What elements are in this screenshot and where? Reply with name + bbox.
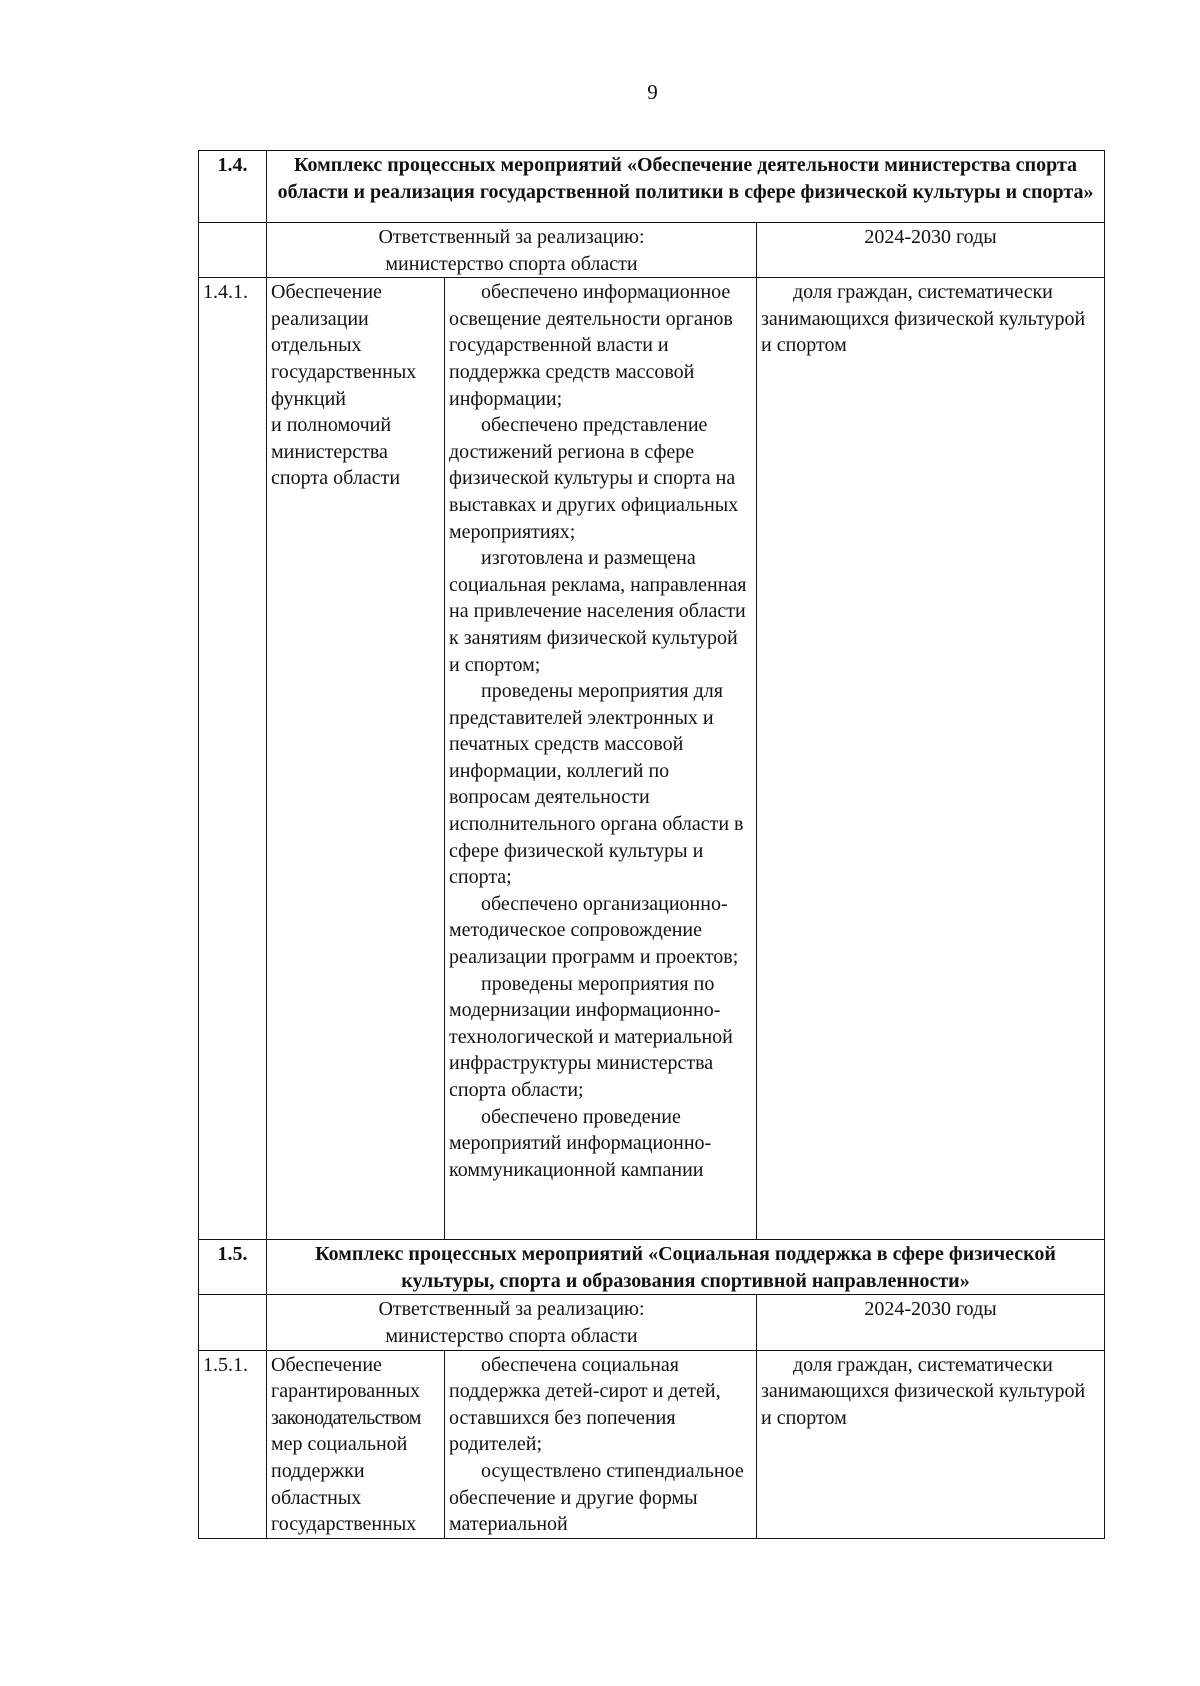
- result-item: обеспечено информационное освещение деятельности органов государственной власти и поддержка средств массовой информации;: [449, 281, 733, 410]
- responsible-cell: [267, 1295, 757, 1350]
- section-header-row: [199, 1240, 1105, 1295]
- task-name: [267, 278, 445, 1240]
- responsible-row: [199, 1295, 1105, 1350]
- result-item: обеспечена социальная поддержка детей-сирот и детей, оставшихся без попечения родителей;: [449, 1353, 721, 1456]
- result-item: осуществлено стипендиальное обеспечение и другие формы материальной: [449, 1459, 744, 1536]
- section-header-row: [199, 151, 1105, 223]
- responsible-cell: [267, 223, 757, 278]
- responsible-value: министерство спорта области: [385, 252, 638, 275]
- task-row: [199, 278, 1105, 1240]
- responsible-label: Ответственный за реализацию:: [378, 1298, 645, 1321]
- task-name-line: функций: [271, 387, 346, 410]
- task-name-line: спорта области: [271, 467, 401, 490]
- task-name-line: законодательством: [271, 1406, 421, 1429]
- result-item: проведены мероприятия по модернизации информационно-технологической и материальной инфраструктуры министерства спорта области;: [449, 972, 733, 1101]
- responsible-row: [199, 223, 1105, 278]
- section-number: 1.4.: [199, 151, 267, 223]
- result-item: изготовлена и размещена социальная реклама, направленная на привлечение населения области к занятиям физической культурой и спортом;: [449, 547, 747, 676]
- task-indicator: доля граждан, систематически занимающихся физической культурой и спортом: [757, 278, 1105, 1240]
- task-results: [445, 278, 757, 1240]
- section-title: Комплекс процессных мероприятий «Социальная поддержка в сфере физической культуры, спорта и образования спортивной направленности»: [267, 1240, 1105, 1295]
- section-title: Комплекс процессных мероприятий «Обеспечение деятельности министерства спорта области и реализация государственной политики в сфере физической культуры и спорта»: [267, 151, 1105, 223]
- result-item: проведены мероприятия для представителей электронных и печатных средств массовой информации, коллегий по вопросам деятельности исполнительного органа области в сфере физической культуры и спорта;: [449, 680, 744, 889]
- result-item: обеспечено организационно-методическое сопровождение реализации программ и проектов;: [449, 892, 739, 969]
- task-number: 1.5.1.: [199, 1350, 267, 1538]
- task-name-line: Обеспечение: [271, 1353, 382, 1376]
- result-item: обеспечено представление достижений региона в сфере физической культуры и спорта на выставках и других официальных мероприятиях;: [449, 414, 739, 543]
- task-number: 1.4.1.: [199, 278, 267, 1240]
- section-number: 1.5.: [199, 1240, 267, 1295]
- task-name-line: государственных: [271, 360, 417, 383]
- page-number: 9: [647, 80, 658, 104]
- responsible-value: министерство спорта области: [385, 1324, 638, 1347]
- task-name-line: министерства: [271, 440, 388, 463]
- task-name-line: отдельных: [271, 334, 362, 357]
- task-name-line: поддержки: [271, 1459, 365, 1482]
- task-name-line: реализации: [271, 307, 369, 330]
- task-row: [199, 1350, 1105, 1538]
- task-name-line: и полномочий: [271, 414, 392, 437]
- period: 2024-2030 годы: [757, 1295, 1105, 1350]
- task-name-line: Обеспечение: [271, 281, 382, 304]
- task-name: [267, 1350, 445, 1538]
- program-table: [198, 150, 1105, 1539]
- empty-cell: [199, 223, 267, 278]
- task-results: [445, 1350, 757, 1538]
- empty-cell: [199, 1295, 267, 1350]
- task-name-line: государственных: [271, 1513, 417, 1536]
- responsible-label: Ответственный за реализацию:: [378, 226, 645, 248]
- result-item: обеспечено проведение мероприятий информационно-коммуникационной кампании: [449, 1105, 712, 1181]
- period: 2024-2030 годы: [757, 223, 1105, 278]
- task-name-line: областных: [271, 1486, 362, 1509]
- task-name-line: мер социальной: [271, 1433, 408, 1456]
- task-name-line: гарантированных: [271, 1380, 421, 1403]
- task-indicator: доля граждан, систематически занимающихся физической культурой и спортом: [757, 1350, 1105, 1538]
